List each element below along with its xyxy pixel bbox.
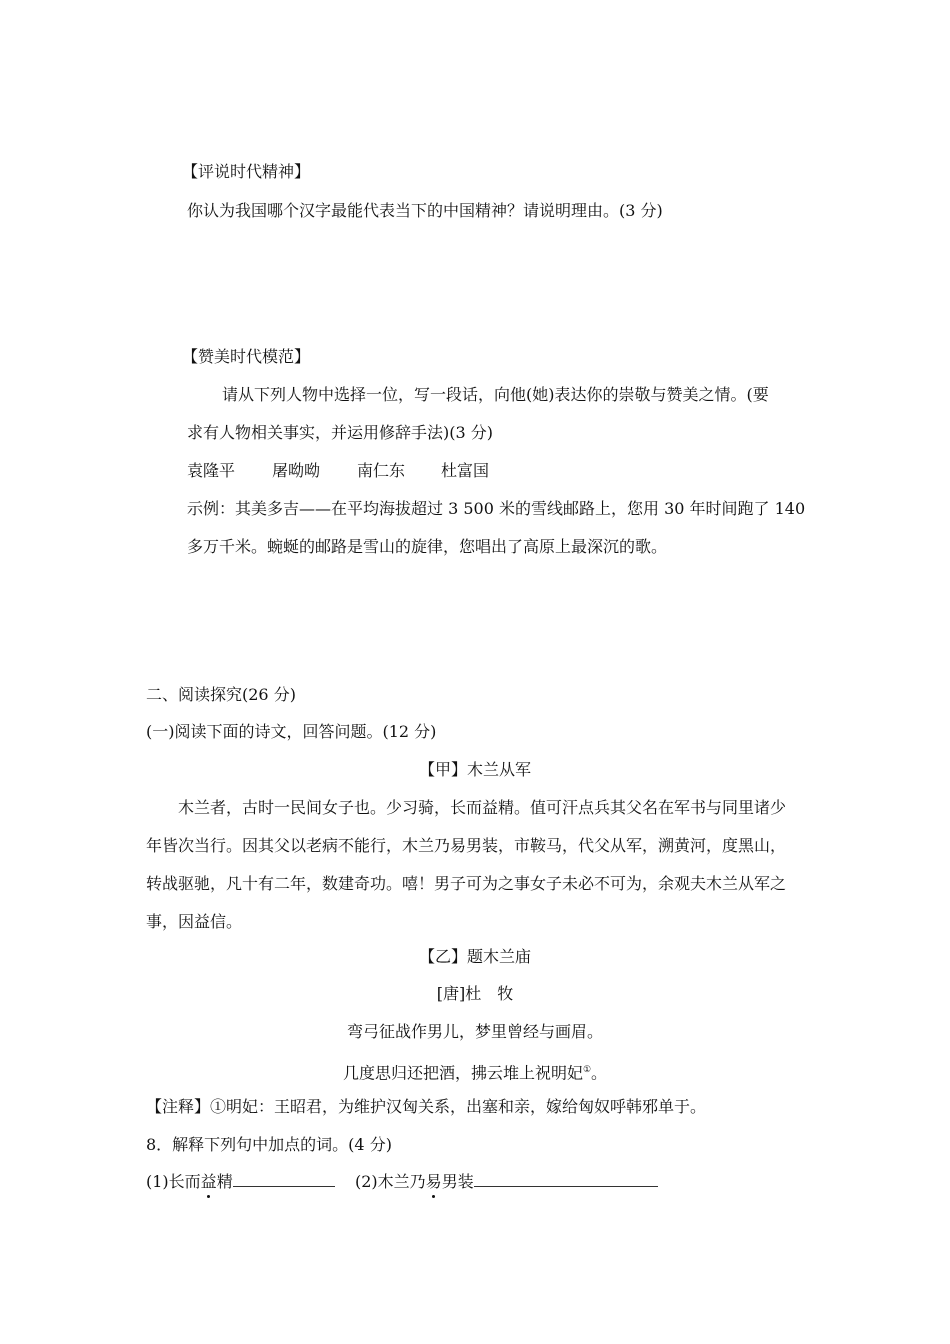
yi-poem-line-2-text: 几度思归还把酒，拂云堆上祝明妃 xyxy=(342,1063,583,1083)
question-8-2 xyxy=(355,1170,658,1193)
question-8-1 xyxy=(146,1170,335,1193)
question-8: 8．解释下列句中加点的词。(4 分) xyxy=(146,1135,392,1154)
emphasis-dot-char: 易 xyxy=(425,1172,442,1191)
yi-author: [唐]杜 牧 xyxy=(436,984,514,1003)
person-name: 袁隆平 xyxy=(187,461,236,480)
yi-poem-line-2-end: 。 xyxy=(591,1063,608,1083)
yi-poem-line-2 xyxy=(0,1059,950,1084)
example-line-2: 多万千米。蜿蜒的邮路是雪山的旋律，您唱出了高原上最深沉的歌。 xyxy=(187,537,668,556)
jia-line-1: 木兰者，古时一民间女子也。少习骑，长而益精。值可汗点兵其父名在军书与同里诸少 xyxy=(178,798,787,817)
emphasis-dot-char: 益 xyxy=(200,1172,217,1191)
jia-line-4: 事，因益信。 xyxy=(146,912,243,931)
annotation-label: 【注释】 xyxy=(146,1097,211,1116)
jia-title: 【甲】木兰从军 xyxy=(418,760,531,779)
yi-title: 【乙】题木兰庙 xyxy=(418,947,531,966)
annotation xyxy=(146,1096,706,1118)
section-heading-model: 【赞美时代模范】 xyxy=(182,347,311,366)
person-name: 南仁东 xyxy=(357,461,406,480)
q8-2-suffix: 男装 xyxy=(441,1172,474,1191)
part-subtitle: (一)阅读下面的诗文，回答问题。(12 分) xyxy=(146,722,437,741)
person-name: 杜富国 xyxy=(441,461,490,480)
section-heading-spirit: 【评说时代精神】 xyxy=(182,162,311,181)
example-line-1: 示例：其美多吉——在平均海拔超过 3 500 米的雪线邮路上，您用 30 年时间跑了 140 xyxy=(187,499,806,518)
question-spirit: 你认为我国哪个汉字最能代表当下的中国精神？请说明理由。(3 分) xyxy=(187,201,663,220)
footnote-marker: ① xyxy=(582,1065,592,1075)
prompt-line-2: 求有人物相关事实，并运用修辞手法)(3 分) xyxy=(187,423,493,442)
part-title: 二、阅读探究(26 分) xyxy=(146,685,296,704)
prompt-line-1: 请从下列人物中选择一位，写一段话，向他(她)表达你的崇敬与赞美之情。(要 xyxy=(222,385,769,404)
q8-1-suffix: 精 xyxy=(216,1172,233,1191)
q8-1-prefix: (1)长而 xyxy=(146,1172,201,1191)
answer-blank-2[interactable] xyxy=(474,1170,658,1187)
jia-line-3: 转战驱驰，凡十有二年，数建奇功。嘻！男子可为之事女子未必不可为，余观夫木兰从军之 xyxy=(146,874,787,893)
q8-2-prefix: (2)木兰乃 xyxy=(355,1172,426,1191)
person-name: 屠呦呦 xyxy=(272,461,321,480)
answer-blank-1[interactable] xyxy=(233,1170,335,1187)
jia-line-2: 年皆次当行。因其父以老病不能行，木兰乃易男装，市鞍马，代父从军，溯黄河，度黑山， xyxy=(146,836,787,855)
annotation-text: ①明妃：王昭君，为维护汉匈关系，出塞和亲，嫁给匈奴呼韩邪单于。 xyxy=(210,1097,707,1116)
yi-poem-line-1: 弯弓征战作男儿，梦里曾经与画眉。 xyxy=(346,1022,603,1041)
